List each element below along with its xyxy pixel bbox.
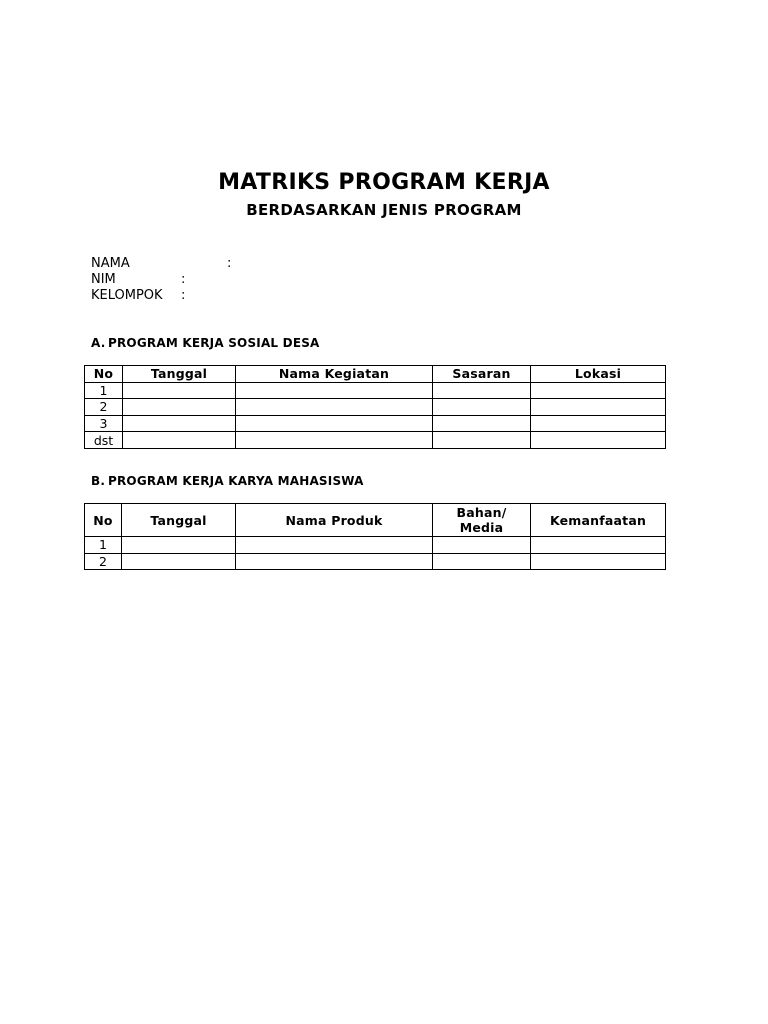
header-nama-produk: Nama Produk	[236, 504, 433, 537]
section-letter: A.	[91, 336, 106, 350]
field-nim	[91, 272, 186, 288]
cell-bahan-media	[433, 553, 531, 570]
cell-lokasi	[531, 415, 666, 432]
cell-sasaran	[433, 415, 531, 432]
field-label: NAMA	[91, 256, 130, 271]
cell-kemanfaatan	[531, 553, 666, 570]
header-bahan-media	[433, 504, 531, 537]
cell-lokasi	[531, 432, 666, 449]
cell-tanggal	[122, 553, 236, 570]
row-number: dst	[85, 432, 123, 449]
row-number: 2	[85, 399, 123, 416]
cell-nama-produk	[236, 537, 433, 554]
table-row	[85, 553, 666, 570]
field-label: NIM	[91, 272, 116, 287]
cell-sasaran	[433, 432, 531, 449]
field-colon: :	[227, 256, 232, 271]
cell-tanggal	[123, 399, 236, 416]
section-b-title	[91, 474, 364, 488]
cell-sasaran	[433, 382, 531, 399]
table-row	[85, 399, 666, 416]
header-bahan-line2: Media	[459, 520, 504, 535]
table-row	[85, 537, 666, 554]
section-name: PROGRAM KERJA SOSIAL DESA	[108, 336, 320, 350]
table-header-row	[85, 504, 666, 537]
cell-tanggal	[123, 415, 236, 432]
field-colon: :	[181, 288, 186, 303]
social-program-table	[84, 365, 666, 449]
cell-nama-produk	[236, 553, 433, 570]
page-subtitle: BERDASARKAN JENIS PROGRAM	[246, 201, 522, 219]
field-colon: :	[181, 272, 186, 287]
table-row	[85, 382, 666, 399]
row-number: 2	[85, 553, 122, 570]
page-title: MATRIKS PROGRAM KERJA	[218, 170, 550, 195]
field-nama	[91, 256, 232, 272]
section-letter: B.	[91, 474, 106, 488]
section-name: PROGRAM KERJA KARYA MAHASISWA	[108, 474, 364, 488]
header-bahan-line1: Bahan/	[456, 505, 507, 520]
header-nama-kegiatan: Nama Kegiatan	[236, 366, 433, 383]
header-kemanfaatan: Kemanfaatan	[531, 504, 666, 537]
cell-nama-kegiatan	[236, 432, 433, 449]
header-tanggal: Tanggal	[123, 366, 236, 383]
table-row	[85, 415, 666, 432]
header-tanggal: Tanggal	[122, 504, 236, 537]
cell-lokasi	[531, 382, 666, 399]
row-number: 3	[85, 415, 123, 432]
row-number: 1	[85, 537, 122, 554]
header-sasaran: Sasaran	[433, 366, 531, 383]
header-no: No	[85, 504, 122, 537]
student-work-table	[84, 503, 666, 570]
field-kelompok	[91, 288, 186, 304]
row-number: 1	[85, 382, 123, 399]
table-row	[85, 432, 666, 449]
cell-nama-kegiatan	[236, 415, 433, 432]
cell-nama-kegiatan	[236, 399, 433, 416]
cell-sasaran	[433, 399, 531, 416]
cell-kemanfaatan	[531, 537, 666, 554]
cell-tanggal	[123, 382, 236, 399]
field-label: KELOMPOK	[91, 288, 163, 303]
cell-bahan-media	[433, 537, 531, 554]
section-a-title	[91, 336, 320, 350]
cell-nama-kegiatan	[236, 382, 433, 399]
cell-tanggal	[122, 537, 236, 554]
header-no: No	[85, 366, 123, 383]
table-header-row	[85, 366, 666, 383]
cell-lokasi	[531, 399, 666, 416]
header-lokasi: Lokasi	[531, 366, 666, 383]
cell-tanggal	[123, 432, 236, 449]
